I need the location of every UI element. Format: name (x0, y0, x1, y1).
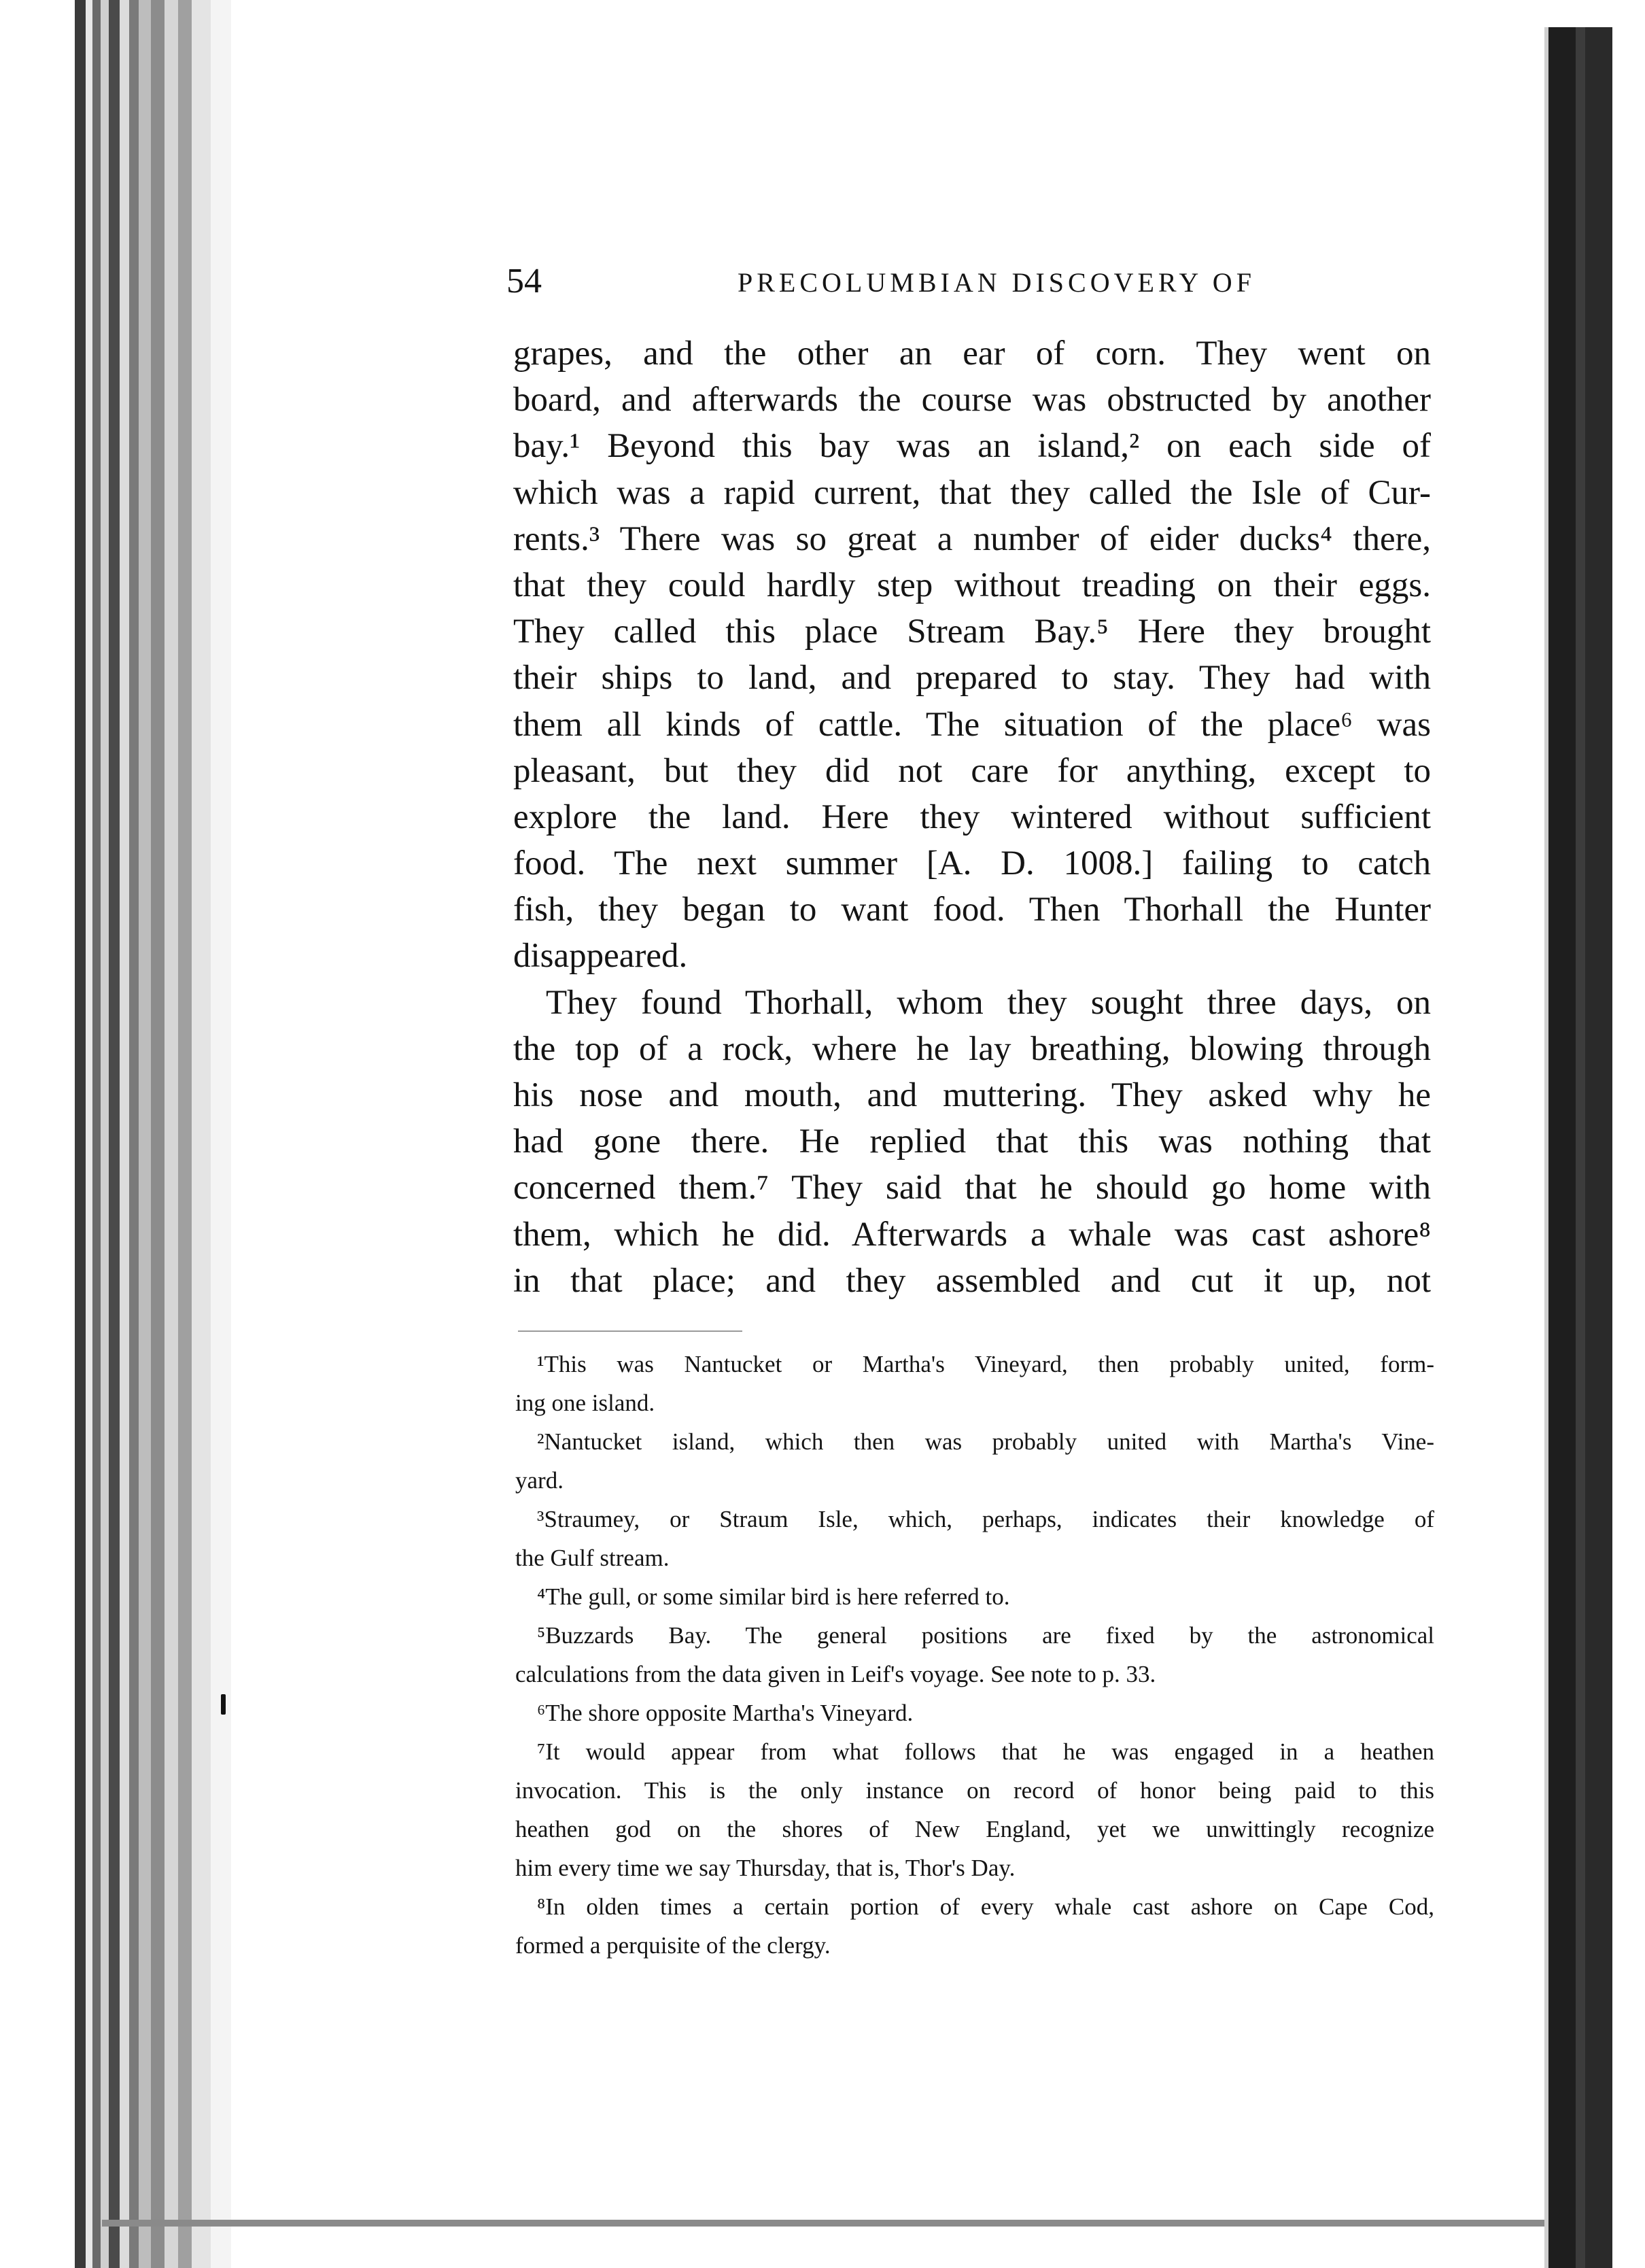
body-line: grapes, and the other an ear of corn. They went on (513, 334, 1431, 373)
body-line: disappeared. (513, 937, 688, 976)
footnote-line: ³Straumey, or Straum Isle, which, perhaps, indicates their knowledge of (537, 1506, 1434, 1532)
footnote-line: ⁵Buzzards Bay. The general positions are fixed by the astronomical (537, 1622, 1434, 1649)
body-line: them all kinds of cattle. The situation of the place⁶ was (513, 705, 1431, 744)
book-gutter (0, 0, 231, 2268)
body-line: concerned them.⁷ They said that he should go home with (513, 1169, 1431, 1207)
body-line: rents.³ There was so great a number of eider ducks⁴ there, (513, 519, 1431, 558)
body-line: in that place; and they assembled and cut it up, not (513, 1261, 1431, 1300)
footnote-line: yard. (515, 1467, 564, 1494)
body-line: which was a rapid current, that they called the Isle of Cur- (513, 473, 1431, 512)
footnote-line: invocation. This is the only instance on record of honor being paid to this (515, 1777, 1434, 1804)
body-line: board, and afterwards the course was obstructed by another (513, 381, 1431, 419)
footnotes (515, 1345, 1434, 1965)
footnote-line: ⁸In olden times a certain portion of every whale cast ashore on Cape Cod, (537, 1893, 1434, 1920)
page-edge-top (1544, 0, 1645, 27)
body-text (513, 330, 1431, 1304)
page-edge-shadow (1544, 0, 1645, 2268)
body-line: his nose and mouth, and muttering. They asked why he (513, 1076, 1431, 1114)
footnote-line: calculations from the data given in Leif's voyage. See note to p. 33. (515, 1661, 1156, 1687)
scan-mark (221, 1694, 226, 1715)
footnote-line: heathen god on the shores of New England, yet we unwittingly recognize (515, 1816, 1434, 1842)
body-line: their ships to land, and prepared to stay. They had with (513, 659, 1431, 698)
footnote-line: the Gulf stream. (515, 1545, 670, 1571)
body-line: They called this place Stream Bay.⁵ Here they brought (513, 613, 1431, 651)
page-header (506, 261, 1438, 302)
body-line: them, which he did. Afterwards a whale was cast ashore⁸ (513, 1215, 1431, 1254)
page-number: 54 (506, 262, 542, 300)
body-line: had gone there. He replied that this was nothing that (513, 1122, 1431, 1161)
footnote-line: formed a perquisite of the clergy. (515, 1932, 831, 1959)
body-line: pleasant, but they did not care for anything, except to (513, 751, 1431, 790)
body-line: explore the land. Here they wintered without sufficient (513, 797, 1431, 836)
running-title: PRECOLUMBIAN DISCOVERY OF (738, 267, 1256, 298)
body-line: They found Thorhall, whom they sought three days, on (546, 983, 1431, 1022)
body-line: bay.¹ Beyond this bay was an island,² on each side of (513, 427, 1431, 466)
body-line: that they could hardly step without treading on their eggs. (513, 566, 1431, 604)
body-line: food. The next summer [A. D. 1008.] failing to catch (513, 844, 1431, 883)
page-bottom-shadow (102, 2220, 1550, 2227)
body-line: fish, they began to want food. Then Thorhall the Hunter (513, 891, 1431, 929)
footnote-line: ⁶The shore opposite Martha's Vineyard. (537, 1700, 914, 1726)
body-line: the top of a rock, where he lay breathing, blowing through (513, 1029, 1431, 1068)
footnote-line: him every time we say Thursday, that is, Thor's Day. (515, 1855, 1016, 1881)
footnote-line: ⁴The gull, or some similar bird is here referred to. (537, 1583, 1010, 1610)
footnote-line: ing one island. (515, 1390, 655, 1416)
footnote-line: ²Nantucket island, which then was probably united with Martha's Vine- (537, 1428, 1434, 1455)
footnote-line: ¹This was Nantucket or Martha's Vineyard, then probably united, form- (537, 1351, 1434, 1377)
footnote-line: ⁷It would appear from what follows that he was engaged in a heathen (537, 1738, 1434, 1765)
footnote-rule (518, 1330, 742, 1332)
